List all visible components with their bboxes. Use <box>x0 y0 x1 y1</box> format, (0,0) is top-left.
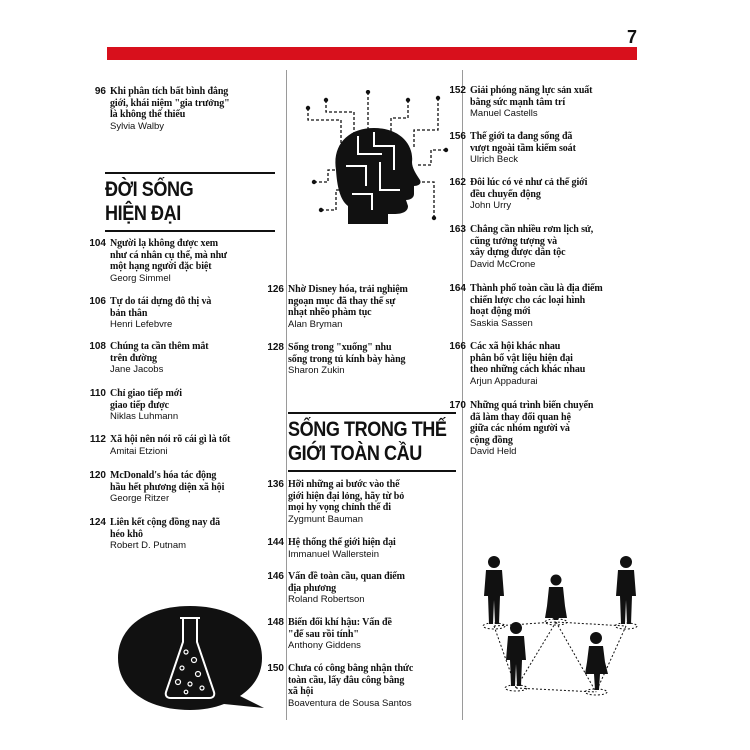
toc-page-number: 124 <box>89 517 106 528</box>
section-title-line: HIỆN ĐẠI <box>105 202 181 225</box>
toc-page-number: 96 <box>94 86 106 97</box>
toc-author: George Ritzer <box>110 493 170 504</box>
toc-page-number: 156 <box>449 131 466 142</box>
toc-title-line: Giải phóng năng lực sản xuất <box>470 85 593 96</box>
toc-author: Robert D. Putnam <box>110 540 187 551</box>
toc-author: Manuel Castells <box>470 108 538 119</box>
head-circuit-illustration <box>296 90 456 230</box>
toc-page-number: 164 <box>449 283 466 294</box>
toc-page-number: 170 <box>449 400 466 411</box>
toc-page-number: 144 <box>267 537 284 548</box>
header-red-bar <box>107 47 637 60</box>
toc-title-line: giới, khái niệm "gia trưởng" <box>110 97 230 109</box>
toc-author: Niklas Luhmann <box>110 411 179 422</box>
toc-title-line: Xã hội nên nói rõ cái gì là tốt <box>110 434 231 445</box>
toc-title <box>110 296 211 319</box>
toc-title-line: hầu hết phương diện xã hội <box>110 481 225 493</box>
toc-title-line: Liên kết cộng đồng nay đã <box>110 517 221 528</box>
toc-title-line: chiến lược cho các loại hình <box>470 294 586 306</box>
section-rule-bottom <box>288 470 456 472</box>
toc-page-number: 110 <box>89 388 106 399</box>
toc-title <box>470 85 592 108</box>
toc-title-line: Chưa có công bằng nhận thức <box>288 663 414 674</box>
toc-title-line: Những quá trình biến chuyển <box>470 400 594 411</box>
toc-title <box>110 470 224 493</box>
toc-page-number: 106 <box>89 296 106 307</box>
toc-author: David Held <box>470 446 517 457</box>
toc-title-line: xã hội <box>288 686 314 697</box>
toc-title-line: Hệ thống thế giới hiện đại <box>288 537 396 548</box>
toc-title-line: địa phương <box>288 582 337 594</box>
toc-title-line: héo khô <box>110 528 143 540</box>
section-rule-bottom <box>105 230 275 232</box>
toc-title-line: giữa các nhóm người và <box>470 423 570 434</box>
toc-title-line: Đôi lúc có vẻ như cả thế giới <box>470 177 588 188</box>
toc-title-line: Chúng ta cần thêm mắt <box>110 341 209 352</box>
toc-title-line: giới hiện đại lỏng, hãy từ bỏ <box>288 490 405 502</box>
toc-title-line: nhạt nhẽo phàm tục <box>288 307 372 318</box>
toc-title-line: bằng sức mạnh tâm trí <box>470 96 566 108</box>
toc-title <box>470 224 593 259</box>
toc-title-line: "để sau rồi tính" <box>288 628 359 640</box>
section-title-line: SỐNG TRONG THẾ <box>288 418 447 441</box>
toc-page-number: 112 <box>89 434 106 445</box>
toc-title <box>470 177 587 200</box>
toc-title-line: Hỡi những ai bước vào thế <box>288 479 400 490</box>
toc-title-line: vượt ngoài tầm kiểm soát <box>470 142 576 154</box>
toc-author: Ulrich Beck <box>470 154 519 165</box>
toc-author: Boaventura de Sousa Santos <box>288 697 412 709</box>
toc-title <box>288 342 405 365</box>
toc-author: Roland Robertson <box>288 594 365 605</box>
toc-title <box>288 479 404 514</box>
toc-title-line: hoạt động mới <box>470 306 531 317</box>
toc-title <box>288 663 413 698</box>
flask-speech-bubble-illustration <box>112 600 272 720</box>
toc-page-number: 162 <box>449 177 466 188</box>
toc-page-number: 126 <box>267 284 284 295</box>
section-title-line: GIỚI TOÀN CẦU <box>288 442 422 465</box>
column-divider-1 <box>286 70 287 720</box>
toc-title <box>470 131 576 154</box>
toc-author: Henri Lefebvre <box>110 319 173 330</box>
toc-title-line: Biến đổi khí hậu: Vấn đề <box>288 617 392 628</box>
toc-author: Sylvia Walby <box>110 120 165 132</box>
toc-title <box>288 537 396 549</box>
toc-title-line: Các xã hội khác nhau <box>470 341 561 352</box>
toc-title-line: Người lạ không được xem <box>110 238 219 249</box>
section-title-global-world <box>288 418 447 466</box>
toc-author: Jane Jacobs <box>110 364 164 375</box>
toc-title-line: cũng tưởng tượng và <box>470 235 558 247</box>
toc-title-line: Sống trong "xuống" nhu <box>288 342 392 353</box>
section-rule-top <box>288 412 456 414</box>
toc-title-line: là không thể thiếu <box>110 109 186 120</box>
toc-title-line: cộng đồng <box>470 434 513 446</box>
section-title-line: ĐỜI SỐNG <box>105 178 194 201</box>
toc-title-line: toàn cầu, lấy đâu công bằng <box>288 674 405 686</box>
toc-page-number: 108 <box>89 341 106 352</box>
toc-title <box>110 388 182 411</box>
toc-title <box>110 238 227 273</box>
toc-author: Saskia Sassen <box>470 317 533 329</box>
toc-author: Alan Bryman <box>288 318 343 330</box>
toc-title-line: Tự do tái dựng đô thị và <box>110 296 212 307</box>
toc-page-number: 120 <box>89 470 106 481</box>
toc-author: Anthony Giddens <box>288 640 361 651</box>
toc-title <box>288 571 405 594</box>
toc-title-line: Thế giới ta đang sống đã <box>470 131 573 142</box>
toc-title <box>110 434 230 446</box>
toc-author: John Urry <box>470 200 512 211</box>
toc-author: Arjun Appadurai <box>470 375 538 387</box>
toc-title-line: Khi phân tích bất bình đẳng <box>110 86 229 97</box>
toc-title <box>110 341 208 364</box>
toc-title-line: bản thân <box>110 307 148 319</box>
toc-title-line: như cá nhân cụ thể, mà như <box>110 249 227 261</box>
section-title-modern-life <box>105 178 193 226</box>
toc-title-line: một hạng người đặc biệt <box>110 261 212 272</box>
toc-page-number: 146 <box>267 571 284 582</box>
toc-title-line: Thành phố toàn cầu là địa điểm <box>470 283 603 294</box>
toc-title <box>288 284 408 319</box>
toc-page-number: 136 <box>267 479 284 490</box>
toc-author: David McCrone <box>470 258 536 270</box>
column-divider-2 <box>462 70 463 720</box>
toc-title-line: trên đường <box>110 352 157 364</box>
toc-title <box>470 283 603 318</box>
page-number: 7 <box>626 27 637 47</box>
toc-author: Amitai Etzioni <box>110 445 168 457</box>
toc-title-line: theo những cách khác nhau <box>470 364 586 375</box>
toc-title-line: sống trong tủ kính bày hàng <box>288 353 406 365</box>
toc-page-number: 150 <box>267 663 284 674</box>
toc-title-line: đã làm thay đổi quan hệ <box>470 411 571 423</box>
toc-author: Georg Simmel <box>110 272 171 284</box>
section-rule-top <box>105 172 275 174</box>
toc-author: Immanuel Wallerstein <box>288 548 379 560</box>
toc-author: Zygmunt Bauman <box>288 513 363 525</box>
toc-title-line: xây dựng được dân tộc <box>470 247 566 258</box>
toc-title <box>470 400 593 446</box>
toc-title-line: Chỉ giao tiếp mới <box>110 388 182 399</box>
toc-page-number: 152 <box>449 85 466 96</box>
toc-page-number: 104 <box>89 238 106 249</box>
toc-title-line: giao tiếp được <box>110 399 170 411</box>
people-network-illustration <box>464 544 654 704</box>
toc-title-line: McDonald's hóa tác động <box>110 470 217 481</box>
toc-title-line: phân bổ vật liệu hiện đại <box>470 352 573 364</box>
toc-page-number: 166 <box>449 341 466 352</box>
toc-title-line: ngoạn mục đã thay thế sự <box>288 295 396 307</box>
toc-page-number: 163 <box>449 224 466 235</box>
toc-title-line: mọi hy vọng chỉnh thể đi <box>288 502 391 513</box>
toc-page-number: 128 <box>267 342 284 353</box>
toc-author: Sharon Zukin <box>288 365 345 376</box>
toc-title <box>110 86 230 121</box>
toc-title <box>110 517 220 540</box>
toc-title <box>288 617 392 640</box>
toc-page-number: 148 <box>267 617 284 628</box>
toc-title-line: đều chuyển động <box>470 188 541 200</box>
toc-title <box>470 341 585 376</box>
toc-title-line: Vấn đề toàn cầu, quan điểm <box>288 571 405 582</box>
toc-title-line: Chẳng cần nhiều rơm lịch sử, <box>470 224 594 235</box>
toc-title-line: Nhờ Disney hóa, trải nghiệm <box>288 284 408 295</box>
